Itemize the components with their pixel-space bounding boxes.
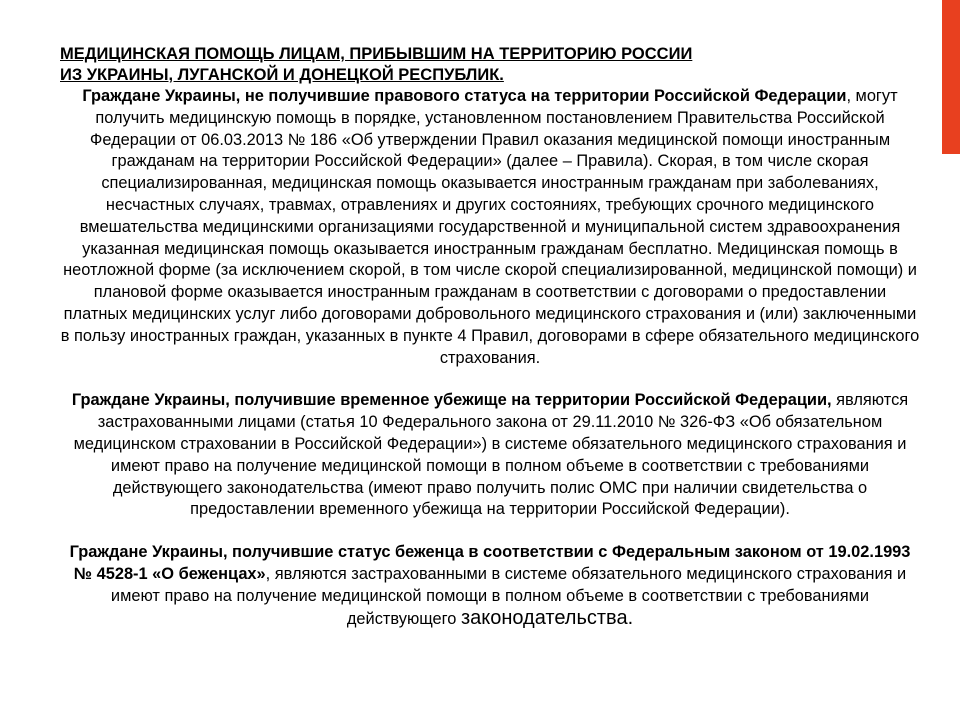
paragraph-2-body: являются застрахованными лицами (статья 10 Федерального закона от 29.11.2010 № 326-ФЗ «Об обязательном медицинском страховании в Российской Федерации») в системе обязательного медицинского страхования и имеют право на получение медицинской помощи в полном объеме в соответствии с требованиями действующего законодательства (имеют право получить полис ОМС при наличии свидетельства о предоставлении временного убежища на территории Российской Федерации).	[73, 391, 909, 519]
paragraph-3-lead: Граждане Украины, получившие статус беженца в соответствии с Федеральным законом от 19.02.1993 № 4528-1 «О беженцах»	[69, 543, 911, 583]
slide-heading	[60, 44, 920, 86]
paragraph-refugee-status	[60, 542, 920, 630]
paragraph-3-tail: законодательства.	[460, 606, 634, 629]
paragraph-temporary-asylum	[60, 390, 920, 521]
paragraph-1-lead: Граждане Украины, не получившие правового статуса на территории Российской Федерации	[82, 87, 847, 105]
slide-content	[60, 44, 920, 630]
paragraph-no-status	[60, 86, 920, 369]
paragraph-2-lead: Граждане Украины, получившие временное убежище на территории Российской Федерации,	[71, 391, 832, 410]
heading-line-2: ИЗ УКРАИНЫ, ЛУГАНСКОЙ И ДОНЕЦКОЙ РЕСПУБЛИК.	[60, 66, 504, 84]
paragraph-1-body: , могут получить медицинскую помощь в порядке, установленном постановлением Правительства Российской Федерации от 06.03.2013 № 186 «Об утверждении Правил оказания медицинской помощи иностранным гражданам на территории Российской Федерации» (далее – Правила). Скорая, в том числе скорая специализированная, медицинская помощь оказывается иностранным гражданам при заболеваниях, несчастных случаях, травмах, отравлениях и других состояниях, требующих срочного медицинского вмешательства медицинскими организациями государственной и муниципальной систем здравоохранения указанная медицинская помощь оказывается иностранным гражданам бесплатно. Медицинская помощь в неотложной форме (за исключением скорой, в том числе скорой специализированной, медицинской помощи) и плановой форме оказывается иностранным гражданам в соответствии с договорами о предоставлении платных медицинских услуг либо договорами добровольного медицинского страхования и (или) заключенными в пользу иностранных граждан, указанных в пункте 4 Правил, договорами в сфере обязательного медицинского страхования.	[60, 87, 920, 367]
heading-line-1: МЕДИЦИНСКАЯ ПОМОЩЬ ЛИЦАМ, ПРИБЫВШИМ НА ТЕРРИТОРИЮ РОССИИ	[60, 45, 693, 63]
paragraph-3-body: , являются застрахованными в системе обязательного медицинского страхования и имеют право на получение медицинской помощи в полном объеме в соответствии с требованиями действующего	[110, 564, 907, 628]
accent-bar	[942, 0, 960, 154]
